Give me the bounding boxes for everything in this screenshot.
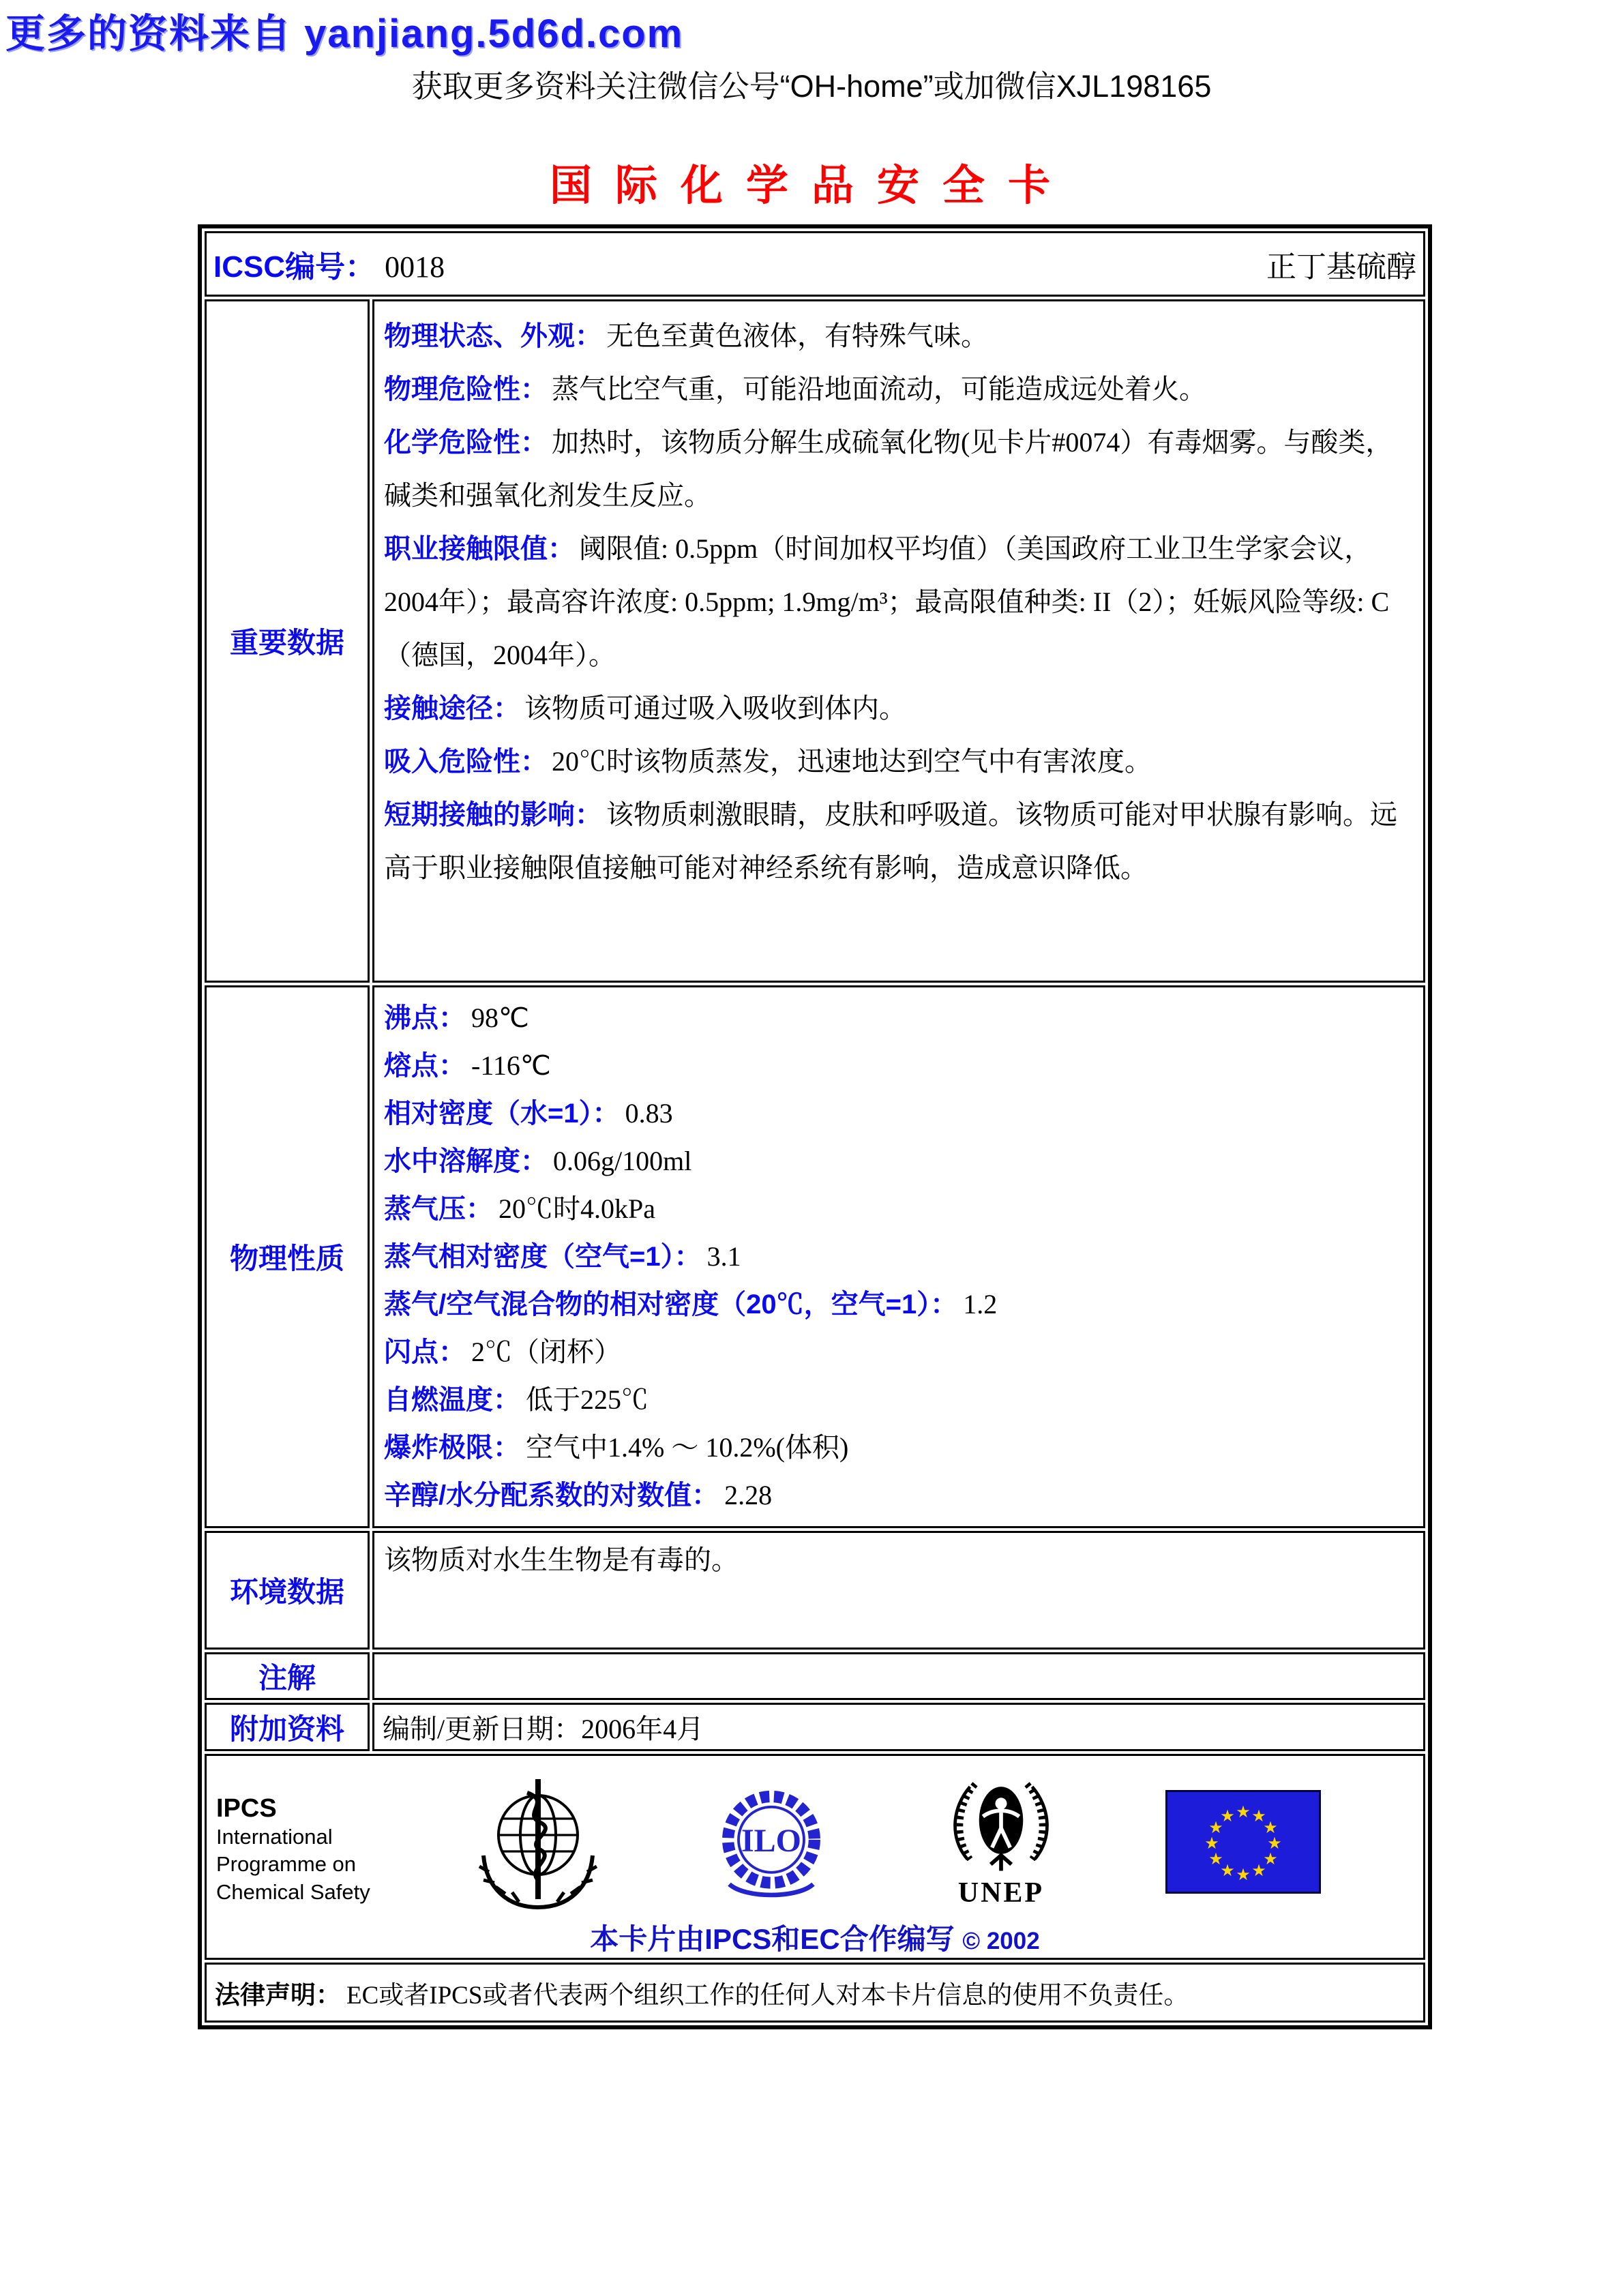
notes-content — [372, 1652, 1425, 1700]
property-line: 蒸气相对密度（空气=1）： 3.1 — [384, 1241, 741, 1272]
footer-logos-row — [205, 1754, 1425, 1960]
property-line: 熔点： -116℃ — [384, 1050, 551, 1081]
property-line: 蒸气压： 20℃时4.0kPa — [384, 1193, 655, 1224]
page-title: 国际化学品安全卡 — [549, 163, 1073, 209]
ilo-logo-text: ILO — [741, 1823, 801, 1860]
icsc-header-row — [205, 231, 1425, 297]
addendum-content: 编制/更新日期：2006年4月 — [372, 1703, 1425, 1751]
legal-row — [205, 1963, 1425, 2023]
footer-caption — [207, 1917, 1423, 1958]
property-line: 自燃温度： 低于225℃ — [384, 1384, 649, 1415]
svg-text:★: ★ — [1204, 1834, 1219, 1853]
legal-cell — [205, 1963, 1425, 2023]
ilo-logo-icon — [706, 1785, 837, 1905]
svg-text:★: ★ — [1251, 1861, 1266, 1880]
footer-caption-text: 本卡片由IPCS和EC合作编写 — [590, 1923, 955, 1955]
property-line: 水中溶解度： 0.06g/100ml — [384, 1146, 692, 1176]
promo-banner: 更多的资料来自 yanjiang.5d6d.com — [5, 12, 684, 56]
important-item: 化学危险性： 加热时，该物质分解生成硫氧化物(见卡片#0074）有毒烟雾。与酸类，碱类和强氧化剂发生反应。 — [384, 427, 1393, 511]
icsc-card-table — [198, 224, 1432, 2029]
svg-text:★: ★ — [1267, 1834, 1282, 1853]
legal-label: 法律声明： — [215, 1981, 341, 2009]
chemical-name: 正丁基硫醇 — [1266, 250, 1416, 284]
ipcs-abbr: IPCS — [216, 1794, 277, 1823]
svg-text:★: ★ — [1263, 1818, 1278, 1837]
footer-caption-year: © 2002 — [962, 1928, 1040, 1954]
icsc-number-value: 0018 — [385, 250, 445, 284]
property-line: 辛醇/水分配系数的对数值： 2.28 — [384, 1480, 773, 1510]
unep-logo-text: UNEP — [957, 1877, 1045, 1909]
svg-text:★: ★ — [1208, 1849, 1223, 1868]
important-data-content — [372, 299, 1425, 983]
property-line: 沸点： 98℃ — [384, 1002, 529, 1033]
addendum-label: 附加资料 — [205, 1703, 370, 1751]
wechat-banner: 获取更多资料关注微信公号“OH-home”或加微信XJL198165 — [411, 69, 1212, 104]
svg-text:★: ★ — [1251, 1806, 1266, 1825]
icsc-header-cell — [205, 231, 1425, 297]
important-item: 短期接触的影响： 该物质刺激眼睛，皮肤和呼吸道。该物质可能对甲状腺有影响。远高于职业接触限值接触可能对神经系统有影响，造成意识降低。 — [384, 799, 1397, 883]
unep-logo-block — [936, 1776, 1066, 1909]
ipcs-line: Programme on — [216, 1852, 357, 1877]
ipcs-line: Chemical Safety — [216, 1879, 370, 1904]
important-data-label: 重要数据 — [205, 299, 370, 983]
physical-properties-row — [205, 985, 1425, 1528]
physical-properties-label: 物理性质 — [205, 985, 370, 1528]
property-line: 闪点： 2℃（闭杯） — [384, 1337, 621, 1367]
unep-logo-icon — [936, 1776, 1066, 1877]
important-data-row — [205, 299, 1425, 983]
icsc-number-label: ICSC编号： — [213, 250, 376, 284]
svg-text:★: ★ — [1208, 1818, 1223, 1837]
property-line: 相对密度（水=1）： 0.83 — [384, 1098, 673, 1129]
icsc-number-group — [213, 242, 445, 286]
footer-logos-cell — [205, 1754, 1425, 1960]
property-line: 爆炸极限： 空气中1.4% ～ 10.2%(体积) — [384, 1432, 849, 1463]
who-logo-icon — [470, 1774, 606, 1915]
important-item: 接触途径： 该物质可通过吸入吸收到体内。 — [384, 693, 906, 724]
legal-text: EC或者IPCS或者代表两个组织工作的任何人对本卡片信息的使用不负责任。 — [346, 1982, 1189, 2010]
ipcs-text-block — [216, 1794, 370, 1906]
ipcs-line: International — [216, 1825, 333, 1849]
important-item: 物理危险性： 蒸气比空气重，可能沿地面流动，可能造成远处着火。 — [384, 374, 1206, 404]
important-item: 吸入危险性： 20℃时该物质蒸发，迅速地达到空气中有害浓度。 — [384, 746, 1152, 777]
notes-row — [205, 1652, 1425, 1700]
logos-strip — [207, 1756, 1423, 1915]
svg-text:★: ★ — [1263, 1849, 1278, 1868]
environment-data-row — [205, 1531, 1425, 1650]
svg-text:★: ★ — [1220, 1806, 1235, 1825]
svg-text:★: ★ — [1220, 1861, 1235, 1880]
environment-data-label: 环境数据 — [205, 1531, 370, 1650]
property-line: 蒸气/空气混合物的相对密度（20℃，空气=1）： 1.2 — [384, 1289, 998, 1320]
svg-text:★: ★ — [1236, 1865, 1251, 1884]
eu-flag-icon — [1165, 1790, 1321, 1894]
important-item: 职业接触限值： 阈限值: 0.5ppm（时间加权平均值）（美国政府工业卫生学家会议，2004年）；最高容许浓度: 0.5ppm; 1.9mg/m³；最高限值种类: II（2）；妊娠风险等级: C（德国，2004年）。 — [384, 533, 1390, 670]
important-item: 物理状态、外观： 无色至黄色液体，有特殊气味。 — [384, 320, 988, 351]
addendum-row — [205, 1703, 1425, 1751]
notes-label: 注解 — [205, 1652, 370, 1700]
physical-properties-content — [372, 985, 1425, 1528]
svg-text:★: ★ — [1236, 1802, 1251, 1821]
environment-data-content: 该物质对水生生物是有毒的。 — [372, 1531, 1425, 1650]
